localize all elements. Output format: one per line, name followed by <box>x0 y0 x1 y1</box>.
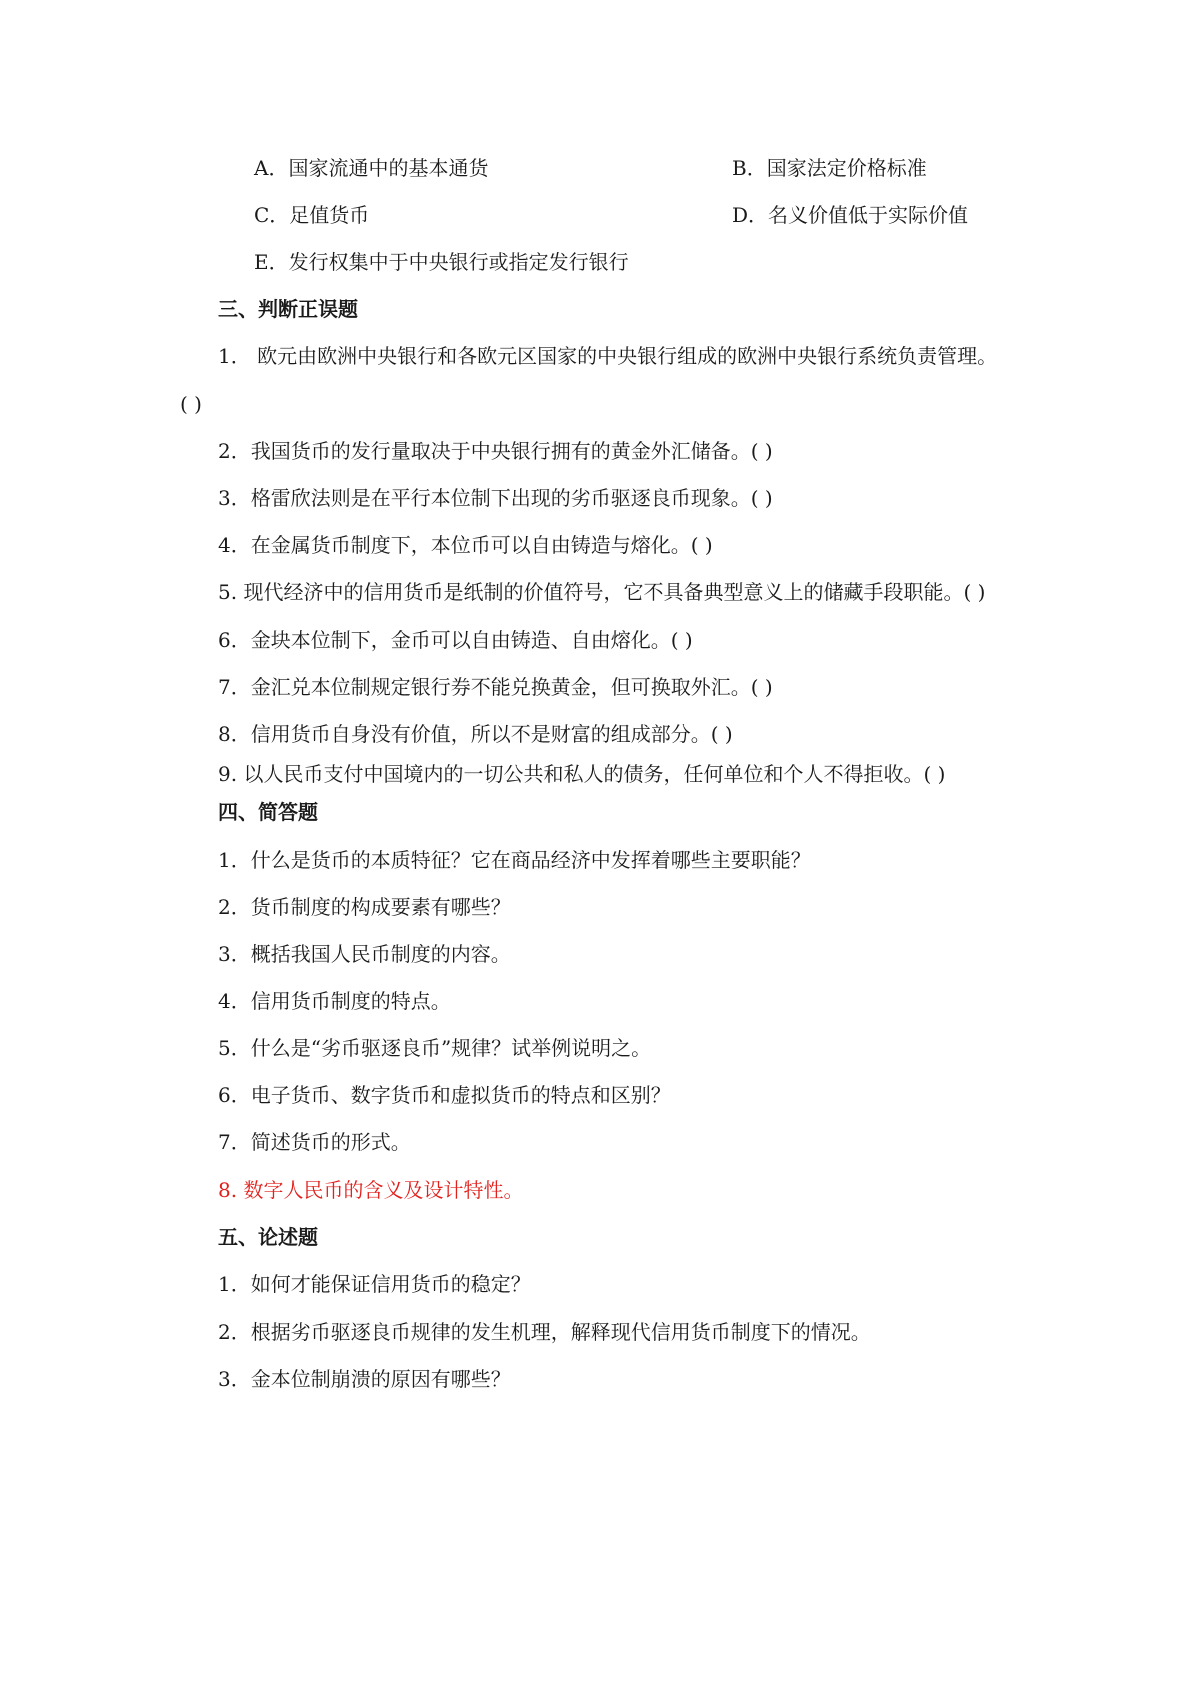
short-question-8: 8. 数字人民币的含义及设计特性。 <box>218 1178 524 1202</box>
short-question-5: 5．什么是“劣币驱逐良币”规律？试举例说明之。 <box>218 1036 652 1060</box>
section-heading-essay: 五、论述题 <box>218 1225 318 1249</box>
essay-question-1: 1．如何才能保证信用货币的稳定？ <box>218 1272 531 1296</box>
tf-question-2: 2．我国货币的发行量取决于中央银行拥有的黄金外汇储备。( ) <box>218 439 773 463</box>
short-question-3: 3．概括我国人民币制度的内容。 <box>218 942 511 966</box>
tf-question-6: 6．金块本位制下，金币可以自由铸造、自由熔化。( ) <box>218 628 693 652</box>
tf-question-8: 8．信用货币自身没有价值，所以不是财富的组成部分。( ) <box>218 722 733 746</box>
option-c: C．足值货币 <box>254 203 370 227</box>
short-question-7: 7．简述货币的形式。 <box>218 1130 411 1154</box>
section-heading-short-answer: 四、简答题 <box>218 800 318 824</box>
short-question-2: 2．货币制度的构成要素有哪些？ <box>218 895 511 919</box>
tf-question-5: 5. 现代经济中的信用货币是纸制的价值符号，它不具备典型意义上的储藏手段职能。( ) <box>218 580 986 604</box>
essay-question-2: 2．根据劣币驱逐良币规律的发生机理，解释现代信用货币制度下的情况。 <box>218 1320 871 1344</box>
short-question-6: 6．电子货币、数字货币和虚拟货币的特点和区别？ <box>218 1083 671 1107</box>
short-question-1: 1．什么是货币的本质特征？它在商品经济中发挥着哪些主要职能？ <box>218 848 811 872</box>
tf-question-9: 9. 以人民币支付中国境内的一切公共和私人的债务，任何单位和个人不得拒收。( ) <box>218 762 946 786</box>
option-b: B．国家法定价格标准 <box>732 156 927 180</box>
tf-question-7: 7．金汇兑本位制规定银行券不能兑换黄金，但可换取外汇。( ) <box>218 675 773 699</box>
tf-question-4: 4．在金属货币制度下，本位币可以自由铸造与熔化。( ) <box>218 533 713 557</box>
tf-question-1-answer-blank: ( ) <box>180 392 202 416</box>
section-heading-true-false: 三、判断正误题 <box>218 297 358 321</box>
tf-question-3: 3．格雷欣法则是在平行本位制下出现的劣币驱逐良币现象。( ) <box>218 486 773 510</box>
option-a: A．国家流通中的基本通货 <box>254 156 489 180</box>
option-e: E．发行权集中于中央银行或指定发行银行 <box>254 250 629 274</box>
essay-question-3: 3．金本位制崩溃的原因有哪些？ <box>218 1367 511 1391</box>
option-d: D．名义价值低于实际价值 <box>732 203 969 227</box>
tf-question-1: 1． 欧元由欧洲中央银行和各欧元区国家的中央银行组成的欧洲中央银行系统负责管理。 <box>218 344 998 368</box>
short-question-4: 4．信用货币制度的特点。 <box>218 989 451 1013</box>
